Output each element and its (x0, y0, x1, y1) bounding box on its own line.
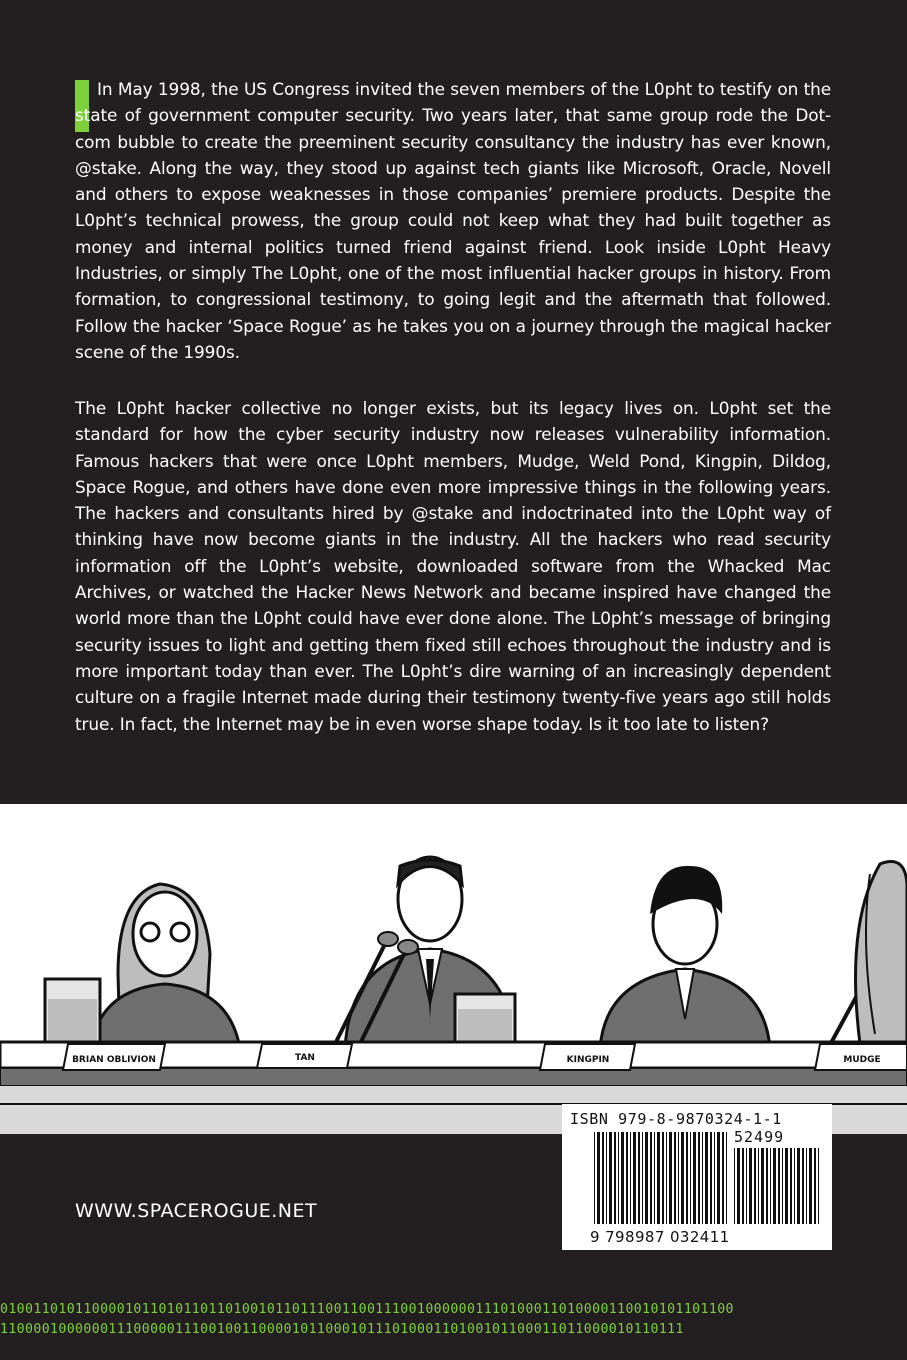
barcode-bar (698, 1132, 700, 1224)
barcode-bar (773, 1148, 776, 1224)
nameplate-label: TAN (295, 1053, 315, 1063)
barcode-bar (642, 1132, 643, 1224)
barcode-bar (630, 1132, 631, 1224)
binary-line-1: 0100110101100001011010110110100101101110011001110010000001110100011010000110010101101100 (0, 1302, 734, 1317)
barcode-bar (770, 1148, 771, 1224)
barcode-bar (602, 1132, 604, 1224)
barcode-bar (657, 1132, 660, 1224)
website-url: WWW.SPACEROGUE.NET (75, 1200, 318, 1222)
barcode-bar (778, 1148, 780, 1224)
barcode-bar (638, 1132, 640, 1224)
barcode-bar (746, 1148, 747, 1224)
barcode-bar (702, 1132, 703, 1224)
barcode-bar (814, 1148, 816, 1224)
ean-digits: 9 798987 032411 (590, 1228, 730, 1246)
barcode-bar (737, 1148, 740, 1224)
barcode-bar (782, 1148, 783, 1224)
barcode-bar (806, 1148, 807, 1224)
barcode-bar (650, 1132, 652, 1224)
figure-kingpin (600, 866, 770, 1049)
barcode-bar (710, 1132, 712, 1224)
barcode-bar (621, 1132, 624, 1224)
barcode-bar (802, 1148, 804, 1224)
barcode-bar (790, 1148, 792, 1224)
barcode-bar (726, 1132, 727, 1224)
barcode-bar (742, 1148, 744, 1224)
blurb-paragraph-1: In May 1998, the US Congress invited the seven members of the L0pht to testify on the state of government computer security. Two years later, that same group rode the Dot-com bubble to create the preeminent security consultancy the industry has ever known, @stake. Along the way, they stood up against tech giants like Microsoft, Oracle, Novell and others to expose weaknesses in those companies’ premiere products. Despite the L0pht’s technical prowess, the group could not keep what they had built together as money and internal politics turned friend against friend. Look inside L0pht Heavy Industries, or simply The L0pht, one of the most influential hacker groups in history. From formation, to congressional testimony, to going legit and the aftermath that followed. Follow the hacker ‘Space Rogue’ as he takes you on a journey through the magical hacker scene of the 1990s. (75, 79, 831, 362)
barcode-bar (717, 1132, 720, 1224)
barcode-bar (633, 1132, 636, 1224)
binary-line-2: 1100001000000111000001110010011000010110001011101000110100101100011011000010110111 (0, 1322, 684, 1337)
barcode-bar (681, 1132, 684, 1224)
barcode-bar (674, 1132, 676, 1224)
barcode-bar (669, 1132, 672, 1224)
barcode-bar (654, 1132, 655, 1224)
barcode-bar (666, 1132, 667, 1224)
barcode-bar (626, 1132, 628, 1224)
barcode-bar (686, 1132, 688, 1224)
blurb-paragraph-2: The L0pht hacker collective no longer exists, but its legacy lives on. L0pht set the standard for how the cyber security industry now releases vulnerability information. Famous hackers that were once L0pht members, Mudge, Weld Pond, Kingpin, Dildog, Space Rogue, and others have done even more impressive things in the following years. The hackers and consultants hired by @stake and indoctrinated into the L0pht way of thinking have now become giants in the industry. All the hackers who read security information off the L0pht’s website, downloaded software from the Whacked Mac Archives, or watched the Hacker News Network and became inspired have changed the world more than the L0pht could have ever done alone. The L0pht’s message of bringing security issues to light and getting them fixed still echoes throughout the industry and is more important today than ever. The L0pht’s dire warning of an increasingly dependent culture on a fragile Internet made during their testimony twenty-five years ago still holds true. In fact, the Internet may be in even worse shape today. Is it too late to listen? (75, 398, 831, 734)
barcode-bar (809, 1148, 812, 1224)
barcode-bar (618, 1132, 619, 1224)
nameplate-mudge (815, 1044, 907, 1070)
barcode-bar (606, 1132, 607, 1224)
nameplate-label: MUDGE (843, 1055, 881, 1065)
nameplate-label: BRIAN OBLIVION (72, 1055, 156, 1065)
nameplate-label: KINGPIN (566, 1055, 610, 1065)
illustration-svg (0, 804, 907, 1134)
barcode-bar (797, 1148, 800, 1224)
figure-mudge (856, 862, 907, 1045)
nameplate-tan (257, 1044, 352, 1068)
barcode-bar (705, 1132, 708, 1224)
barcode-bar (754, 1148, 756, 1224)
pitcher-1 (45, 979, 100, 1049)
barcode-bar (645, 1132, 648, 1224)
figure-brian-oblivion (90, 884, 240, 1049)
barcode-bar (758, 1148, 759, 1224)
barcode-bar (609, 1132, 612, 1224)
barcode-bar (690, 1132, 691, 1224)
isbn-label: ISBN 979-8-9870324-1-1 (570, 1110, 782, 1128)
addon-bars (734, 1148, 822, 1224)
barcode-bar (693, 1132, 696, 1224)
barcode-bar (761, 1148, 764, 1224)
barcode-bar (734, 1148, 735, 1224)
barcode-bar (766, 1148, 768, 1224)
barcode-bar (722, 1132, 724, 1224)
barcode-bar (794, 1148, 795, 1224)
barcode-bar (678, 1132, 679, 1224)
barcode-bar (818, 1148, 819, 1224)
hearing-illustration (0, 804, 907, 1134)
barcode-bar (785, 1148, 788, 1224)
barcode-bar (749, 1148, 752, 1224)
nameplate-kingpin (540, 1044, 635, 1070)
barcode-bar (594, 1132, 595, 1224)
barcode-bar (662, 1132, 664, 1224)
barcode-bar (614, 1132, 616, 1224)
isbn-barcode (562, 1104, 832, 1250)
barcode-bar (597, 1132, 600, 1224)
ean-bars (594, 1132, 729, 1224)
barcode-bar (714, 1132, 715, 1224)
price-code: 52499 (734, 1128, 785, 1146)
nameplate-brian-oblivion (63, 1044, 165, 1070)
